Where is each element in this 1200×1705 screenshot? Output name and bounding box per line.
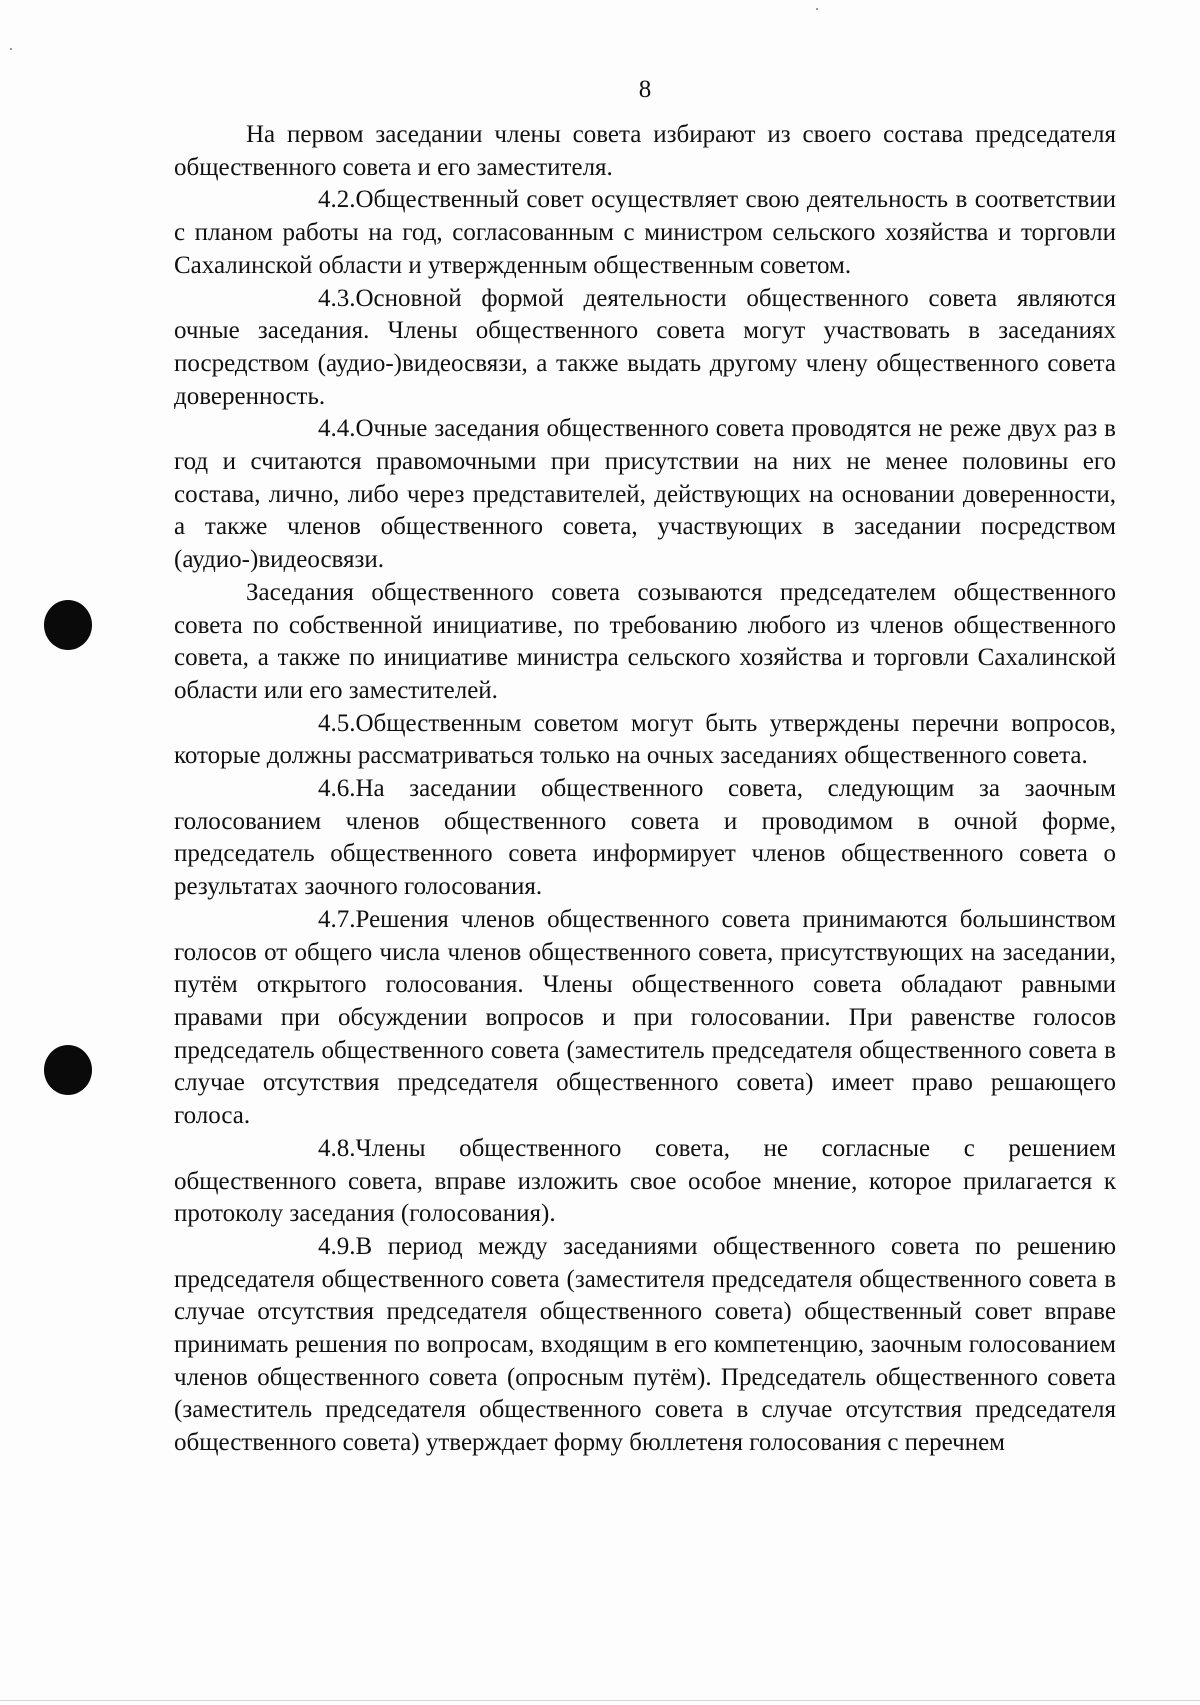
paragraph-4-4 — [174, 413, 1116, 577]
clause-number: 4.5. — [318, 709, 356, 737]
page-number: 8 — [638, 76, 652, 103]
paragraph-text: Заседания общественного совета созываются председателем общественного совета по собственной инициативе, по требованию любого из членов общественного совета, а также по инициативе министра сельского хозяйства и торговли Сахалинской области или его заместителей. — [174, 578, 1116, 704]
paragraph-4-2 — [174, 184, 1116, 282]
paragraph-text: Общественный совет осуществляет свою деятельность в соответствии с планом работы на год, согласованным с министром сельского хозяйства и торговли Сахалинской области и утвержденным общественным советом. — [174, 186, 1116, 279]
paragraph-4-8 — [174, 1133, 1116, 1231]
document-body — [174, 119, 1116, 1460]
paragraph-chair-election — [174, 119, 1116, 184]
clause-number: 4.9. — [318, 1232, 356, 1260]
paragraph-4-5 — [174, 708, 1116, 773]
paragraph-text: Решения членов общественного совета принимаются большинством голосов от общего числа членов общественного совета, присутствующих на заседании, путём открытого голосования. Члены общественного совета обладают равными правами при обсуждении вопросов и при голосовании. При равенстве голосов председатель общественного совета (заместитель председателя общественного совета в случае отсутствия председателя общественного совета) имеет право решающего голоса. — [174, 905, 1116, 1130]
scan-speck — [10, 48, 12, 50]
paragraph-text: На первом заседании члены совета избирают из своего состава председателя общественного совета и его заместителя. — [174, 121, 1116, 181]
clause-number: 4.2. — [318, 186, 356, 214]
paragraph-text: Общественным советом могут быть утверждены перечни вопросов, которые должны рассматриваться только на очных заседаниях общественного совета. — [174, 709, 1116, 770]
scan-speck — [816, 8, 818, 10]
paragraph-convening — [174, 577, 1116, 708]
clause-number: 4.3. — [318, 284, 356, 312]
paragraph-4-3 — [174, 283, 1116, 414]
paragraph-text: Основной формой деятельности общественного совета являются очные заседания. Члены общественного совета могут участвовать в заседаниях посредством (аудио-)видеосвязи, а также выдать другому члену общественного совета доверенность. — [174, 284, 1116, 410]
paragraph-text: На заседании общественного совета, следующим за заочным голосованием членов общественного совета и проводимом в очной форме, председатель общественного совета информирует членов общественного совета о результатах заочного голосования. — [174, 775, 1116, 901]
paragraph-4-9 — [174, 1231, 1116, 1460]
punch-hole-lower — [44, 1045, 92, 1095]
paragraph-4-6 — [174, 773, 1116, 904]
paragraph-text: Члены общественного совета, не согласные с решением общественного совета, вправе изложить свое особое мнение, которое прилагается к протоколу заседания (голосования). — [174, 1134, 1116, 1228]
paragraph-text: В период между заседаниями общественного совета по решению председателя общественного совета (заместителя председателя общественного совета в случае отсутствия председателя общественного совета) общественный совет вправе принимать решения по вопросам, входящим в его компетенцию, заочным голосованием членов общественного совета (опросным путём). Председатель общественного совета (заместитель председателя общественного совета в случае отсутствия председателя общественного совета) утверждает форму бюллетеня голосования с перечнем — [174, 1232, 1116, 1457]
punch-hole-upper — [44, 600, 92, 650]
clause-number: 4.4. — [318, 415, 356, 443]
clause-number: 4.8. — [318, 1134, 356, 1162]
clause-number: 4.6. — [318, 775, 356, 803]
clause-number: 4.7. — [318, 905, 356, 933]
scan-bottom-edge — [0, 1700, 1200, 1701]
paragraph-4-7 — [174, 904, 1116, 1133]
paragraph-text: Очные заседания общественного совета проводятся не реже двух раз в год и считаются правомочными при присутствии на них не менее половины его состава, лично, либо через представителей, действующих на основании доверенности, а также членов общественного совета, участвующих в заседании посредством (аудио-)видеосвязи. — [174, 415, 1116, 574]
